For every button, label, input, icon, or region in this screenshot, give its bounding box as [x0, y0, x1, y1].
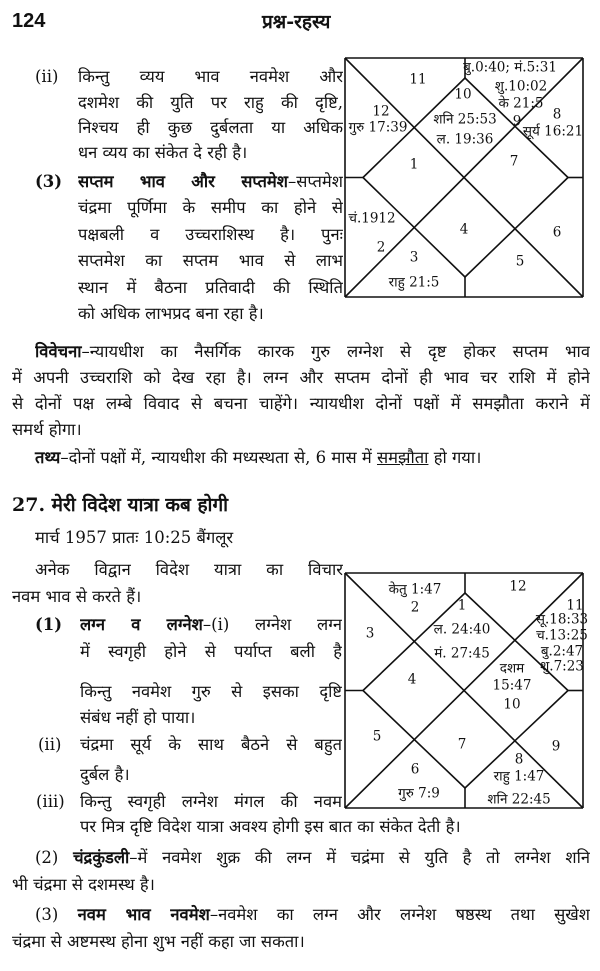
- list-marker: (2): [35, 848, 74, 867]
- chart-label: 12: [509, 578, 527, 595]
- chart-label: 3: [409, 249, 419, 266]
- line-text: से दोनों पक्ष लम्बे विवाद से बचना चाहेंगे। न्यायधीश दोनों पक्षों में समझौता कराने में: [12, 394, 590, 413]
- line-text: दुर्बल है।: [80, 765, 130, 784]
- chart-label: 2: [410, 599, 420, 616]
- chart-label: बु.0:40; मं.5:31: [463, 59, 557, 76]
- chart-label: दशम: [499, 660, 525, 677]
- chart-label: शु.10:02: [494, 78, 548, 95]
- chart-label: 4: [459, 221, 469, 238]
- line-text: पर मित्र दृष्टि विदेश यात्रा अवश्य होगी इस बात का संकेत देती है।: [80, 817, 461, 836]
- list-marker: (ii): [35, 67, 59, 86]
- line-text: मार्च 1957 प्रातः 10:25 बैंगलूर: [35, 528, 234, 547]
- chart-label: ल. 24:40: [433, 621, 491, 638]
- line-text: संबंध नहीं हो पाया।: [80, 708, 196, 727]
- chart-label: गुरु 17:39: [348, 119, 408, 136]
- chart-label: 10: [503, 696, 521, 713]
- chart-label: राहु 21:5: [388, 274, 440, 291]
- bold-term: चंद्रकुंडली: [73, 848, 130, 867]
- line-text: –दोनों पक्षों में, न्यायधीश की मध्यस्थता से, 6 मास में: [60, 448, 377, 467]
- bold-term: तथ्य: [35, 448, 61, 467]
- chart-label: 9: [551, 738, 561, 755]
- chart-label: गुरु 7:9: [398, 785, 440, 802]
- chart-label: के 21:5: [498, 95, 544, 112]
- list-marker: (1): [35, 615, 63, 634]
- line-text: को अधिक लाभप्रद बना रहा है।: [78, 304, 264, 323]
- line-text: –सप्तमेश: [288, 172, 343, 191]
- list-marker: (iii): [36, 792, 65, 811]
- chart-label: सूर्य 16:21: [522, 123, 584, 140]
- chart-label: 6: [552, 224, 562, 241]
- chart-label: 5: [372, 728, 382, 745]
- page-number: 124: [12, 10, 46, 32]
- line-text: सप्तमेश का सप्तम भाव से लाभ: [78, 251, 343, 270]
- list-marker: (3): [35, 172, 63, 191]
- line-text: किन्तु नवमेश गुरु से इसका दृष्टि: [80, 682, 342, 701]
- line-text: –में नवमेश शुक्र की लग्न में चद्रंमा से युति है तो लग्नेश शनि: [129, 848, 590, 867]
- bold-term: सप्तम भाव और सप्तमेश: [78, 172, 289, 191]
- line-text: –न्यायधीश का नैसर्गिक कारक गुरु लग्नेश से दृष्ट होकर सप्तम भाव: [81, 342, 590, 361]
- line-text: चंद्रमा सूर्य के साथ बैठने से बहुत: [80, 735, 342, 754]
- chart-label: मं. 27:45: [434, 645, 490, 662]
- kundali-chart-1: [345, 58, 583, 297]
- line-text: किन्तु व्यय भाव नवमेश और: [78, 67, 343, 86]
- chart-label: 15:47: [492, 677, 532, 694]
- line-text: में स्वगृही होने से पर्याप्त बली है: [80, 642, 342, 661]
- chart-label: राहु 1:47: [493, 768, 545, 785]
- line-text: निश्चय ही कुछ दुर्बलता या अधिक: [78, 118, 343, 137]
- line-text: हो गया।: [428, 448, 482, 467]
- chart-label: 8: [514, 751, 524, 768]
- chart-label: 7: [509, 153, 519, 170]
- line-text: समर्थ होगा।: [12, 420, 82, 439]
- chart-label: केतु 1:47: [388, 581, 442, 598]
- chart-label: 3: [365, 625, 375, 642]
- line-text: चंद्रमा पूर्णिमा के समीप का होने से: [78, 198, 343, 217]
- line-text: –नवमेश का लग्न और लग्नेश षष्ठस्थ तथा सुखेश: [209, 905, 590, 924]
- chart-label: 12: [372, 103, 390, 120]
- running-title: प्रश्न-रहस्य: [262, 11, 331, 33]
- chart-label: 4: [407, 671, 417, 688]
- kundali-chart-2: [345, 573, 588, 808]
- line-text: अनेक विद्वान विदेश यात्रा का विचार: [35, 560, 343, 579]
- line-text: स्थान में बैठना प्रतिवादी की स्थिति: [78, 278, 343, 297]
- chart-label: 2: [376, 239, 386, 256]
- line-text: में अपनी उच्चराशि को देख रहा है। लग्न और सप्तम दोनों ही भाव चर राशि में होने: [12, 368, 590, 387]
- line-text: –(i) लग्नेश लग्न: [202, 615, 342, 634]
- chart-label: शनि 25:53: [433, 111, 497, 128]
- list-marker: (ii): [38, 735, 62, 754]
- chart-label: बु.2:47: [540, 643, 584, 660]
- bold-term: विवेचना: [35, 342, 82, 361]
- chart-label: 10: [454, 86, 472, 103]
- bold-term: 27. मेरी विदेश यात्रा कब होगी: [12, 494, 229, 516]
- line-text: धन व्यय का संकेत दे रही है।: [78, 143, 248, 162]
- line-text: चंद्रमा से अष्टमस्थ होना शुभ नहीं कहा जा सकता।: [12, 932, 305, 951]
- chart-label: चं.1912: [348, 210, 396, 227]
- chart-label: 6: [410, 761, 420, 778]
- chart-label: 5: [515, 253, 525, 270]
- chart-label: ल. 19:36: [436, 131, 494, 148]
- chart-label: शु.7:23: [540, 658, 584, 675]
- bold-term: नवम भाव नवमेश: [77, 905, 210, 924]
- line-text: भी चंद्रमा से दशमस्थ है।: [12, 875, 155, 894]
- chart-label: 9: [512, 113, 522, 130]
- chart-label: 8: [552, 106, 562, 123]
- list-marker: (3): [35, 905, 78, 924]
- bold-term: लग्न व लग्नेश: [80, 615, 203, 634]
- chart-label: च.13:25: [536, 627, 588, 644]
- line-text: नवम भाव से करते हैं।: [12, 587, 142, 606]
- chart-label: सू.18:33: [535, 611, 589, 628]
- chart-label: 1: [409, 156, 419, 173]
- line-text: पक्षबली व उच्चराशिस्थ है। पुनः: [78, 225, 343, 244]
- line-text: दशमेश की युति पर राहु की दृष्टि,: [78, 93, 343, 112]
- chart-label: 7: [457, 736, 467, 753]
- chart-label: 11: [566, 597, 584, 614]
- underlined-text: समझौता: [377, 448, 429, 467]
- chart-label: शनि 22:45: [487, 791, 551, 808]
- line-text: किन्तु स्वगृही लग्नेश मंगल की नवम: [80, 792, 342, 811]
- chart-label: 11: [409, 71, 427, 88]
- chart-label: 1: [457, 597, 467, 614]
